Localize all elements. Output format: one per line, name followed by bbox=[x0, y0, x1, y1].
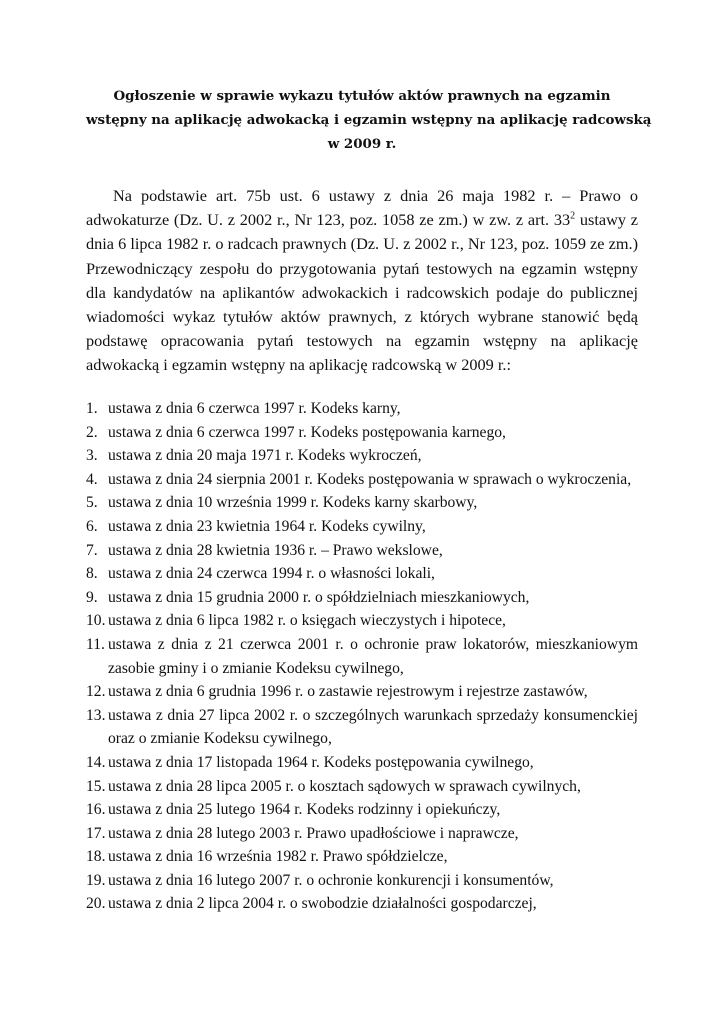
list-item bbox=[86, 775, 638, 799]
list-item-text: ustawa z dnia 6 grudnia 1996 r. o zastawie rejestrowym i rejestrze zastawów, bbox=[108, 683, 588, 701]
list-item-number: 3. bbox=[86, 447, 98, 465]
list-item bbox=[86, 892, 638, 916]
list-item bbox=[86, 798, 638, 822]
list-item-number: 9. bbox=[86, 588, 98, 606]
intro-paragraph bbox=[86, 184, 638, 378]
list-item bbox=[86, 539, 638, 563]
intro-text-part-2: ustawy z dnia 6 lipca 1982 r. o radcach prawnych (Dz. U. z 2002 r., Nr 123, poz. 1059 ze zm.) Przewodniczący zespołu do przygotowania pytań testowych na egzamin wstępny dla kandydatów na aplikantów adwokackich i radcowskich podaje do publicznej wiadomości wykaz tytułów aktów prawnych, z których wybrane stanowić będą podstawę opracowania pytań testowych na egzamin wstępny na aplikację adwokacką i egzamin wstępny na aplikację radcowską w 2009 r.: bbox=[86, 210, 638, 375]
list-item-number: 7. bbox=[86, 541, 98, 559]
list-item-text: ustawa z dnia 17 listopada 1964 r. Kodeks postępowania cywilnego, bbox=[108, 753, 534, 771]
list-item-text: ustawa z dnia 20 maja 1971 r. Kodeks wykroczeń, bbox=[108, 447, 422, 465]
list-item bbox=[86, 444, 638, 468]
list-item bbox=[86, 845, 638, 869]
list-item-text: ustawa z dnia z 21 czerwca 2001 r. o ochronie praw lokatorów, mieszkaniowym zasobie gminy i o zmianie Kodeksu cywilnego, bbox=[108, 635, 638, 677]
list-item-text: ustawa z dnia 24 czerwca 1994 r. o własności lokali, bbox=[108, 565, 435, 583]
title-line-2: wstępny na aplikację adwokacką i egzamin wstępny na aplikację radcowską bbox=[86, 112, 652, 128]
list-item bbox=[86, 491, 638, 515]
list-item-number: 8. bbox=[86, 565, 98, 583]
list-item bbox=[86, 515, 638, 539]
title-line-1: Ogłoszenie w sprawie wykazu tytułów aktów prawnych na egzamin bbox=[113, 88, 611, 104]
list-item-number: 11. bbox=[86, 635, 105, 653]
list-item bbox=[86, 421, 638, 445]
list-item bbox=[86, 397, 638, 421]
list-item-number: 19. bbox=[86, 871, 106, 889]
list-item-text: ustawa z dnia 23 kwietnia 1964 r. Kodeks cywilny, bbox=[108, 517, 426, 535]
list-item-number: 12. bbox=[86, 683, 106, 701]
list-item-number: 16. bbox=[86, 801, 106, 819]
list-item-text: ustawa z dnia 6 lipca 1982 r. o księgach wieczystych i hipotece, bbox=[108, 612, 506, 630]
list-item-text: ustawa z dnia 28 lipca 2005 r. o kosztach sądowych w sprawach cywilnych, bbox=[108, 777, 581, 795]
list-item bbox=[86, 609, 638, 633]
list-item-text: ustawa z dnia 16 września 1982 r. Prawo spółdzielcze, bbox=[108, 848, 448, 866]
list-item-text: ustawa z dnia 28 kwietnia 1936 r. – Prawo wekslowe, bbox=[108, 541, 443, 559]
document-title bbox=[86, 84, 652, 156]
list-item-text: ustawa z dnia 15 grudnia 2000 r. o spółdzielniach mieszkaniowych, bbox=[108, 588, 530, 606]
list-item-number: 15. bbox=[86, 777, 106, 795]
list-item-number: 18. bbox=[86, 848, 106, 866]
list-item bbox=[86, 680, 638, 704]
list-item bbox=[86, 468, 638, 492]
list-item-text: ustawa z dnia 2 lipca 2004 r. o swobodzie działalności gospodarczej, bbox=[108, 895, 537, 913]
list-item bbox=[86, 869, 638, 893]
list-item-number: 20. bbox=[86, 895, 106, 913]
list-item-number: 5. bbox=[86, 494, 98, 512]
list-item bbox=[86, 586, 638, 610]
list-item bbox=[86, 562, 638, 586]
list-item-number: 2. bbox=[86, 423, 98, 441]
list-item bbox=[86, 822, 638, 846]
list-item-text: ustawa z dnia 24 sierpnia 2001 r. Kodeks postępowania w sprawach o wykroczenia, bbox=[108, 470, 632, 488]
list-item bbox=[86, 751, 638, 775]
list-item-text: ustawa z dnia 27 lipca 2002 r. o szczególnych warunkach sprzedaży konsumenckiej oraz o zmianie Kodeksu cywilnego, bbox=[108, 706, 638, 748]
title-line-3: w 2009 r. bbox=[327, 136, 397, 152]
list-item-number: 10. bbox=[86, 612, 106, 630]
list-item-text: ustawa z dnia 10 września 1999 r. Kodeks karny skarbowy, bbox=[108, 494, 478, 512]
list-item-text: ustawa z dnia 25 lutego 1964 r. Kodeks rodzinny i opiekuńczy, bbox=[108, 801, 501, 819]
article-superscript: 2 bbox=[570, 210, 576, 222]
list-item-number: 6. bbox=[86, 517, 98, 535]
list-item bbox=[86, 704, 638, 751]
list-item bbox=[86, 633, 638, 680]
list-item-number: 14. bbox=[86, 753, 106, 771]
list-item-text: ustawa z dnia 16 lutego 2007 r. o ochronie konkurencji i konsumentów, bbox=[108, 871, 554, 889]
list-item-number: 17. bbox=[86, 824, 106, 842]
list-item-text: ustawa z dnia 28 lutego 2003 r. Prawo upadłościowe i naprawcze, bbox=[108, 824, 519, 842]
list-item-text: ustawa z dnia 6 czerwca 1997 r. Kodeks karny, bbox=[108, 400, 401, 417]
intro-text-part-1: Na podstawie art. 75b ust. 6 ustawy z dnia 26 maja 1982 r. – Prawo o adwokaturze (Dz. U. z 2002 r., Nr 123, poz. 1058 ze zm.) w zw. z art. 33 bbox=[86, 186, 638, 230]
list-item-number: 4. bbox=[86, 470, 98, 488]
list-item-text: ustawa z dnia 6 czerwca 1997 r. Kodeks postępowania karnego, bbox=[108, 423, 506, 441]
legal-acts-list bbox=[86, 397, 638, 916]
list-item-number: 1. bbox=[86, 400, 98, 417]
list-item-number: 13. bbox=[86, 706, 106, 724]
